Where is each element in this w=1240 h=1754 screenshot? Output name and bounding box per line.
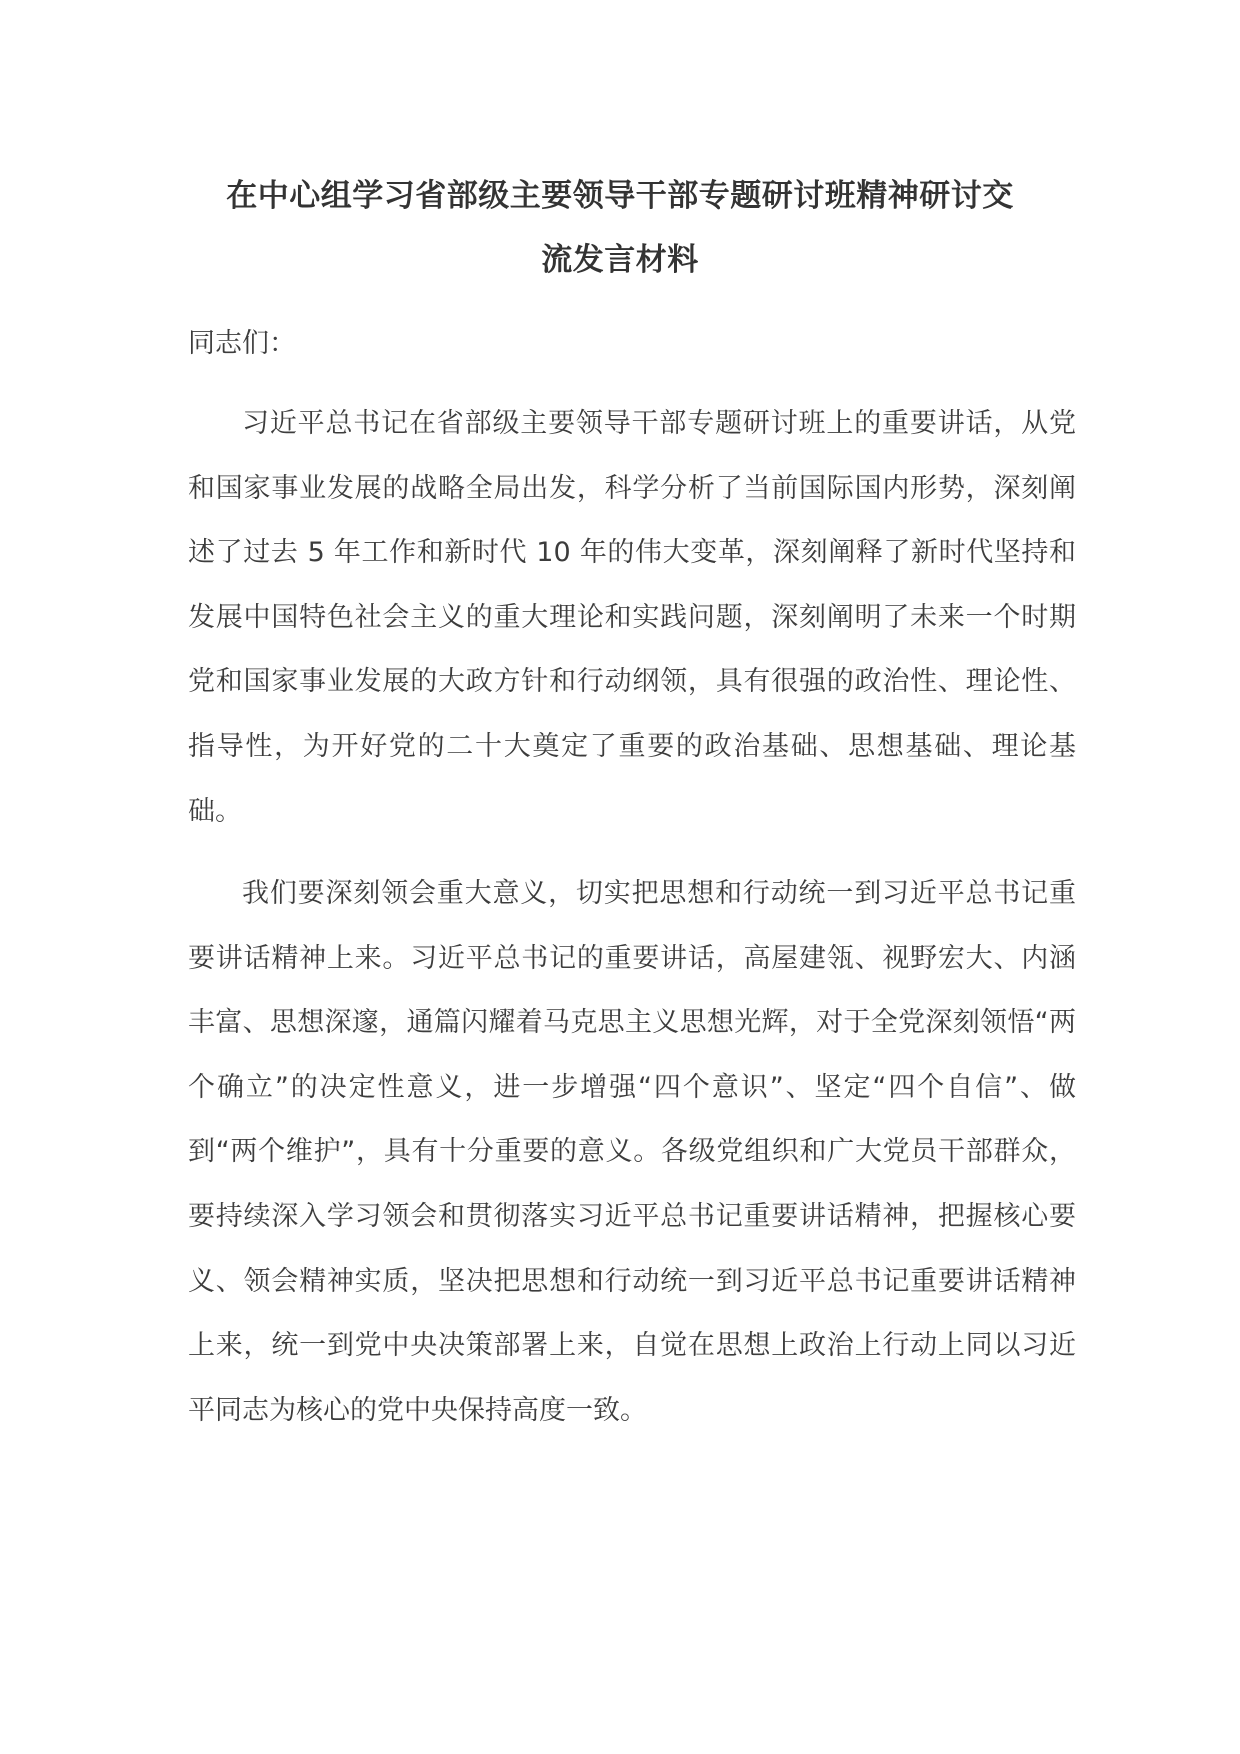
salutation: 同志们：: [188, 328, 296, 359]
document-title-line-2: 流发言材料: [541, 242, 699, 278]
document-title-line-1: 在中心组学习省部级主要领导干部专题研讨班精神研讨交: [226, 178, 1014, 214]
paragraph-2: 我们要深刻领会重大意义，切实把思想和行动统一到习近平总书记重要讲话精神上来。习近平总书记的重要讲话，高屋建瓴、视野宏大、内涵丰富、思想深邃，通篇闪耀着马克思主义思想光辉，对于全党深刻领悟“两个确立”的决定性意义，进一步增强“四个意识”、坚定“四个自信”、做到“两个维护”，具有十分重要的意义。各级党组织和广大党员干部群众，要持续深入学习领会和贯彻落实习近平总书记重要讲话精神，把握核心要义、领会精神实质，坚决把思想和行动统一到习近平总书记重要讲话精神上来，统一到党中央决策部署上来，自觉在思想上政治上行动上同以习近平同志为核心的党中央保持高度一致。: [188, 878, 1076, 1426]
paragraph-1: 习近平总书记在省部级主要领导干部专题研讨班上的重要讲话，从党和国家事业发展的战略全局出发，科学分析了当前国际国内形势，深刻阐述了过去 5 年工作和新时代 10 年的伟大变革，深刻阐释了新时代坚持和发展中国特色社会主义的重大理论和实践问题，深刻阐明了未来一个时期党和国家事业发展的大政方针和行动纲领，具有很强的政治性、理论性、指导性，为开好党的二十大奠定了重要的政治基础、思想基础、理论基础。: [188, 408, 1076, 827]
